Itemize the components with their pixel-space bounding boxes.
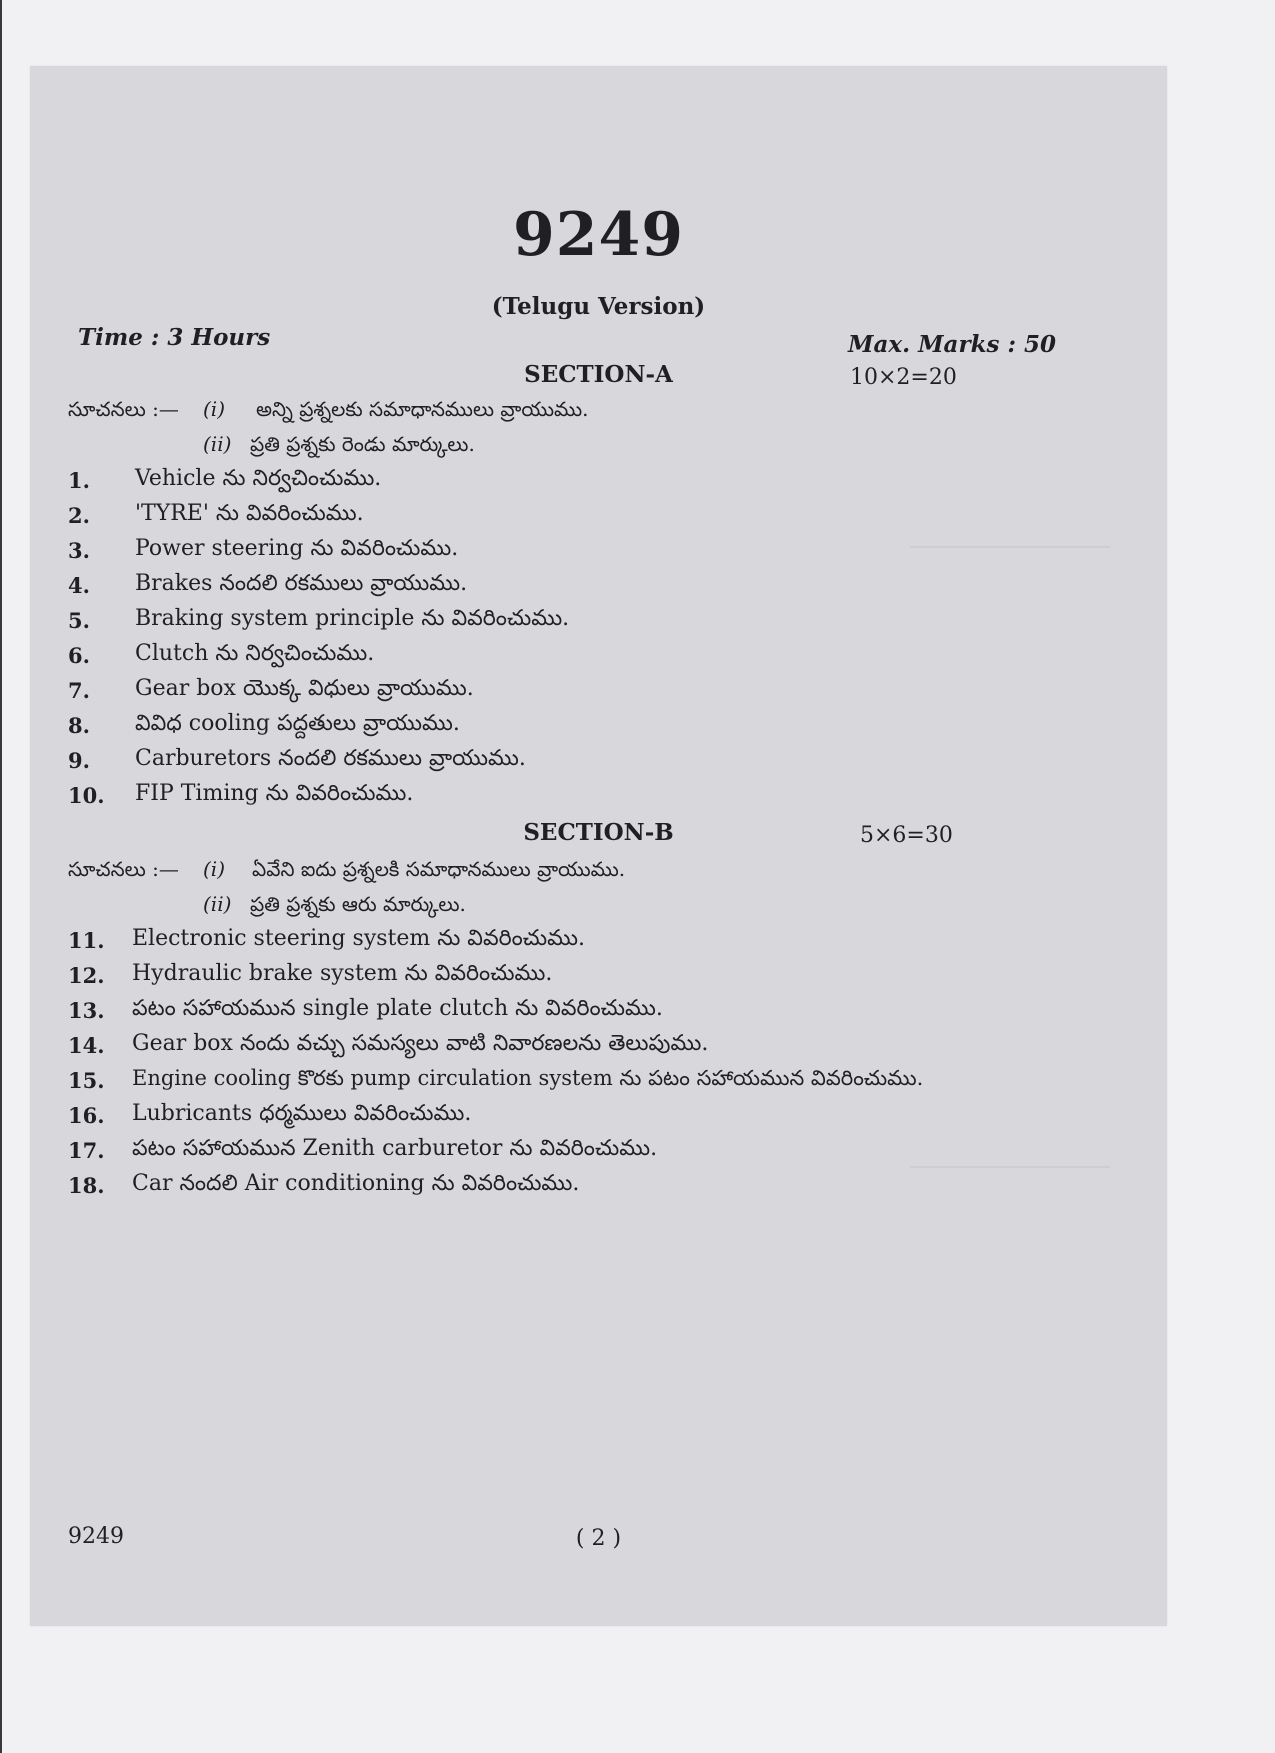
- section-a-title: SECTION-A: [524, 361, 673, 388]
- question-text: Lubricants ధర్మములు వివరించుము.: [132, 1101, 472, 1126]
- question-text: వివిధ cooling పద్దతులు వ్రాయుము.: [135, 711, 460, 736]
- question-text: Engine cooling కొరకు pump circulation system ను పటం సహాయమున వివరించుము.: [132, 1066, 924, 1090]
- instruction-number: (ii): [203, 432, 232, 456]
- question-text: Vehicle ను నిర్వచించుము.: [135, 466, 382, 491]
- question-text: Brakes నందలి రకములు వ్రాయుము.: [135, 571, 468, 596]
- question-number: 10.: [68, 783, 105, 808]
- question-text: Power steering ను వివరించుము.: [135, 536, 459, 561]
- question-text: Clutch ను నిర్వచించుము.: [135, 641, 375, 666]
- section-a-instructions-label: సూచనలు :—: [68, 397, 179, 421]
- question-text: Gear box యొక్క విధులు వ్రాయుము.: [135, 676, 474, 701]
- question-text: Hydraulic brake system ను వివరించుము.: [132, 961, 553, 986]
- section-b-instructions-label: సూచనలు :—: [68, 857, 179, 881]
- question-number: 6.: [68, 643, 90, 668]
- scan-edge: [0, 0, 2, 1753]
- show-through-mark: [910, 546, 1110, 548]
- instruction-number: (i): [203, 857, 226, 881]
- question-text: Gear box నందు వచ్చు సమస్యలు వాటి నివారణలను తెలుపుము.: [132, 1031, 709, 1056]
- question-text: 'TYRE' ను వివరించుము.: [135, 501, 364, 526]
- question-text: పటం సహాయమున single plate clutch ను వివరించుము.: [132, 996, 663, 1021]
- question-text: Braking system principle ను వివరించుము.: [135, 606, 570, 631]
- question-number: 11.: [68, 928, 105, 953]
- exam-page: [30, 66, 1167, 1626]
- question-number: 3.: [68, 538, 90, 563]
- question-text: పటం సహాయమున Zenith carburetor ను వివరించుము.: [132, 1136, 658, 1161]
- show-through-mark: [910, 1166, 1110, 1168]
- section-b-score: 5×6=30: [860, 823, 953, 848]
- instruction-text: అన్ని ప్రశ్నలకు సమాధానములు వ్రాయుము.: [256, 397, 589, 421]
- instruction-number: (ii): [203, 892, 232, 916]
- question-text: Electronic steering system ను వివరించుము.: [132, 926, 585, 951]
- question-number: 13.: [68, 998, 105, 1023]
- section-a-score: 10×2=20: [850, 365, 957, 390]
- instruction-text: ఏవేని ఐదు ప్రశ్నలకి సమాధానములు వ్రాయుము.: [252, 857, 626, 881]
- question-number: 15.: [68, 1068, 105, 1093]
- question-text: Car నందలి Air conditioning ను వివరించుము.: [132, 1171, 580, 1196]
- max-marks: Max. Marks : 50: [848, 331, 1056, 358]
- question-number: 7.: [68, 678, 90, 703]
- question-number: 5.: [68, 608, 90, 633]
- question-text: Carburetors నందలి రకములు వ్రాయుము.: [135, 746, 526, 771]
- question-number: 16.: [68, 1103, 105, 1128]
- question-number: 8.: [68, 713, 90, 738]
- section-b-title: SECTION-B: [523, 819, 674, 846]
- question-number: 17.: [68, 1138, 105, 1163]
- question-number: 14.: [68, 1033, 105, 1058]
- instruction-text: ప్రతి ప్రశ్నకు ఆరు మార్కులు.: [250, 892, 466, 916]
- question-number: 4.: [68, 573, 90, 598]
- question-number: 9.: [68, 748, 90, 773]
- footer-paper-code: 9249: [68, 1524, 124, 1549]
- question-number: 18.: [68, 1173, 105, 1198]
- time-allowed: Time : 3 Hours: [78, 324, 271, 351]
- page-number: ( 2 ): [575, 1526, 622, 1551]
- question-number: 12.: [68, 963, 105, 988]
- instruction-number: (i): [203, 397, 226, 421]
- question-number: 1.: [68, 468, 90, 493]
- instruction-text: ప్రతి ప్రశ్నకు రెండు మార్కులు.: [250, 432, 475, 456]
- paper-code: 9249: [513, 200, 684, 270]
- version-label: (Telugu Version): [491, 293, 706, 320]
- question-text: FIP Timing ను వివరించుము.: [135, 781, 414, 806]
- question-number: 2.: [68, 503, 90, 528]
